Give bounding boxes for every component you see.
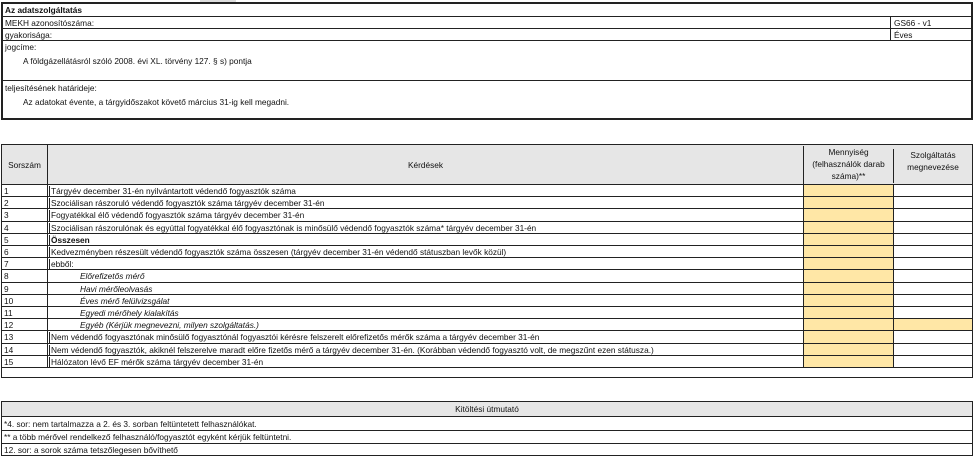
service-name-cell xyxy=(893,246,972,258)
service-name-cell xyxy=(893,234,972,246)
table-row xyxy=(2,270,972,282)
row-number: 8 xyxy=(4,271,9,282)
instructions-box xyxy=(1,401,973,456)
divider xyxy=(47,270,48,282)
col-header-num: Sorszám xyxy=(8,160,41,170)
quantity-input[interactable] xyxy=(803,258,893,270)
row-question: Nem védendő fogyasztók, akiknél felszerelve maradt előre fizetős mérő a tárgyév december 31-én. (Korábban védendő fogyasztó volt, de megszűnt ezen státusza.) xyxy=(49,345,803,356)
row-question: Szociálisan rászoruló védendő fogyasztók száma tárgyév december 31-én xyxy=(49,198,803,209)
row-number: 6 xyxy=(4,247,9,257)
quantity-input[interactable] xyxy=(803,234,893,246)
quantity-input[interactable] xyxy=(803,331,893,343)
service-info-box xyxy=(1,2,973,120)
quantity-input[interactable] xyxy=(803,356,893,368)
divider xyxy=(47,197,48,209)
table-row xyxy=(2,246,972,258)
instruction-line: 12. sor: a sorok száma tetszőlegesen bővíthető xyxy=(4,445,178,455)
row-number: 13 xyxy=(4,332,14,343)
row-number: 9 xyxy=(4,283,9,294)
row-number: 14 xyxy=(4,344,14,355)
divider xyxy=(47,246,48,258)
quantity-input[interactable] xyxy=(803,197,893,209)
row-question: Éves mérő felülvizsgálat xyxy=(80,295,170,306)
service-title: Az adatszolgáltatás xyxy=(5,5,82,15)
service-name-cell xyxy=(893,185,972,197)
row-number: 3 xyxy=(4,210,9,221)
row-number: 11 xyxy=(4,308,13,318)
divider xyxy=(47,258,48,270)
table-row xyxy=(2,295,972,307)
row-question: Havi mérőleolvasás xyxy=(80,283,153,294)
divider xyxy=(47,331,48,343)
legal-basis-label: jogcíme: xyxy=(5,42,37,52)
service-name-input[interactable] xyxy=(893,319,972,331)
table-row xyxy=(2,307,972,319)
deadline-label: teljesítésének határideje: xyxy=(5,83,97,93)
divider xyxy=(47,234,48,246)
row-question: Összesen xyxy=(49,235,803,246)
divider xyxy=(3,28,971,29)
table-row xyxy=(2,222,972,234)
divider xyxy=(2,430,972,431)
divider xyxy=(47,307,48,319)
service-name-cell xyxy=(893,344,972,356)
divider xyxy=(3,40,971,41)
quantity-input[interactable] xyxy=(803,222,893,234)
service-name-cell xyxy=(893,209,972,221)
divider xyxy=(47,319,48,331)
quantity-input[interactable] xyxy=(803,307,893,319)
col-header-quantity: Mennyiség (felhasználók darab száma)** xyxy=(803,146,893,184)
service-name-cell xyxy=(893,295,972,307)
deadline-value: Az adatokat évente, a tárgyidőszakot követő március 31-ig kell megadni. xyxy=(23,97,290,107)
service-name-cell xyxy=(893,356,972,368)
table-row xyxy=(2,331,972,343)
divider xyxy=(47,222,48,234)
divider xyxy=(47,344,48,356)
quantity-input[interactable] xyxy=(803,295,893,307)
divider xyxy=(2,443,972,444)
row-number: 1 xyxy=(4,186,9,196)
table-row xyxy=(2,197,972,209)
divider xyxy=(47,209,48,221)
divider xyxy=(47,295,48,307)
service-name-cell xyxy=(893,270,972,282)
table-row xyxy=(2,319,972,331)
service-name-cell xyxy=(893,283,972,295)
quantity-input[interactable] xyxy=(803,283,893,295)
row-question: Hálózaton lévő EF mérők száma tárgyév december 31-én xyxy=(49,357,803,368)
divider xyxy=(3,80,971,81)
table-row xyxy=(2,234,972,246)
service-name-cell xyxy=(893,222,972,234)
instruction-line: ** a több mérővel rendelkező felhasználó/fogyasztót egyként kérjük feltüntetni. xyxy=(4,432,292,442)
quantity-input[interactable] xyxy=(803,319,893,331)
row-question: Szociálisan rászorulónak és egyúttal fogyatékkal élő fogyasztónak is minősülő védendő fogyasztók száma* tárgyév december 31-én xyxy=(49,223,803,234)
col-header-question: Kérdések xyxy=(47,145,803,185)
mekh-id-value: GS66 - v1 xyxy=(894,18,932,28)
row-number: 15 xyxy=(4,356,14,367)
row-number: 7 xyxy=(4,259,9,270)
mekh-id-label: MEKH azonosítószáma: xyxy=(5,18,94,28)
row-number: 10 xyxy=(4,295,14,306)
service-name-cell xyxy=(893,197,972,209)
table-row xyxy=(2,356,972,368)
questions-table xyxy=(1,144,973,378)
table-row xyxy=(2,283,972,295)
service-name-cell xyxy=(893,331,972,343)
row-number: 12 xyxy=(4,320,14,331)
row-question: Előrefizetős mérő xyxy=(80,271,145,282)
service-name-cell xyxy=(893,258,972,270)
row-question: Egyéb (Kérjük megnevezni, milyen szolgáltatás.) xyxy=(80,320,259,331)
quantity-input[interactable] xyxy=(803,185,893,197)
instruction-line: *4. sor: nem tartalmazza a 2. és 3. sorban feltüntetett felhasználókat. xyxy=(4,419,257,429)
row-question: Fogyatékkal élő védendő fogyasztók száma tárgyév december 31-én xyxy=(49,210,803,221)
divider xyxy=(3,16,971,17)
row-number: 5 xyxy=(4,234,9,245)
table-row xyxy=(2,209,972,221)
divider xyxy=(47,283,48,295)
frequency-label: gyakorisága: xyxy=(5,30,53,40)
quantity-input[interactable] xyxy=(803,209,893,221)
col-header-service: Szolgáltatás megnevezése xyxy=(893,149,972,183)
quantity-input[interactable] xyxy=(803,344,893,356)
row-question: Kedvezményben részesült védendő fogyasztók száma összesen (tárgyév december 31-én védendő státuszban levők közül) xyxy=(49,247,803,258)
divider xyxy=(47,185,48,197)
row-question: Nem védendő fogyasztónak minősülő fogyasztónál fogyasztói kérésre felszerelt előrefizetős mérők száma a tárgyév december 31-én xyxy=(49,332,803,343)
row-question: Tárgyév december 31-én nyilvántartott védendő fogyasztók száma xyxy=(49,186,803,197)
legal-basis-value: A földgázellátásról szóló 2008. évi XL. törvény 127. § s) pontja xyxy=(23,56,252,66)
row-question: Egyedi mérőhely kialakítás xyxy=(80,308,179,318)
frequency-value: Éves xyxy=(894,30,913,40)
quantity-input[interactable] xyxy=(803,246,893,258)
instructions-title: Kitöltési útmutató xyxy=(2,402,972,417)
table-row xyxy=(2,344,972,356)
divider xyxy=(47,356,48,368)
row-number: 4 xyxy=(4,222,9,233)
table-row xyxy=(2,258,972,270)
service-name-cell xyxy=(893,307,972,319)
row-question: ebből: xyxy=(49,259,803,270)
quantity-input[interactable] xyxy=(803,270,893,282)
table-row xyxy=(2,185,972,197)
row-number: 2 xyxy=(4,198,9,209)
